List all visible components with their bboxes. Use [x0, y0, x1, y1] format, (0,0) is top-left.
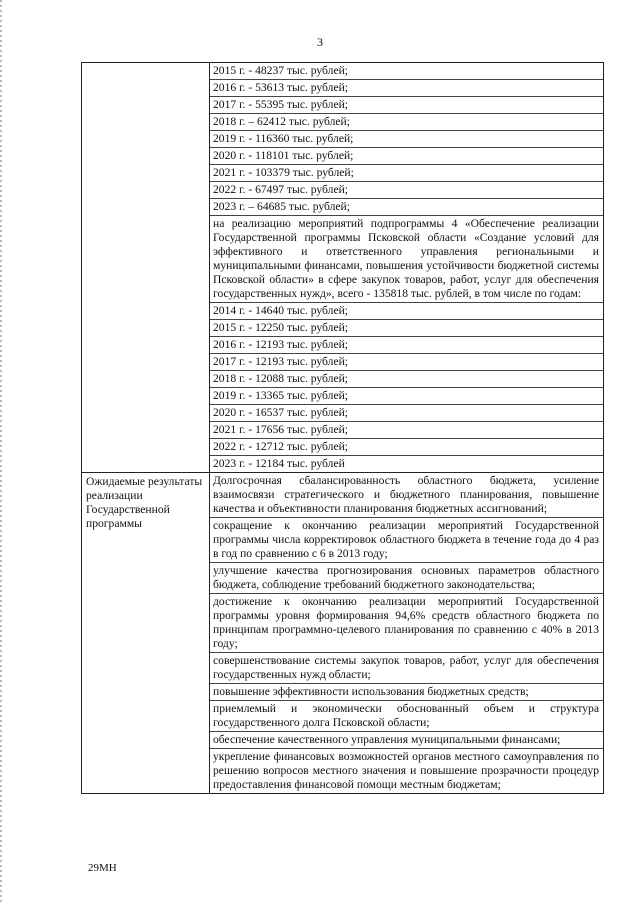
list-item: 2021 г. - 17656 тыс. рублей; — [210, 422, 603, 439]
funding-row — [82, 63, 604, 473]
results-row — [82, 473, 604, 794]
funding-list — [210, 63, 603, 472]
list-item: сокращение к окончанию реализации мероприятий Государственной программы числа корректировок областного бюджета в течение года до 4 раз в год по сравнению с 6 в 2013 году; — [210, 518, 603, 563]
funding-content-cell — [210, 63, 604, 473]
scan-edge — [0, 0, 2, 905]
passport-table — [81, 62, 604, 794]
list-item: совершенствование системы закупок товаров, работ, услуг для обеспечения государственных нужд области; — [210, 653, 603, 684]
list-item: 2019 г. - 13365 тыс. рублей; — [210, 388, 603, 405]
list-item: 2020 г. - 118101 тыс. рублей; — [210, 148, 603, 165]
list-item: Долгосрочная сбалансированность областного бюджета, усиление взаимосвязи стратегического и бюджетного планирования, повышение качества и объективности планирования бюджетных ассигнований; — [210, 473, 603, 518]
list-item: обеспечение качественного управления муниципальными финансами; — [210, 732, 603, 749]
list-item: 2015 г. - 12250 тыс. рублей; — [210, 320, 603, 337]
list-item: 2016 г. - 12193 тыс. рублей; — [210, 337, 603, 354]
list-item: 2015 г. - 48237 тыс. рублей; — [210, 63, 603, 80]
list-item: 2022 г. - 12712 тыс. рублей; — [210, 439, 603, 456]
list-item: укрепление финансовых возможностей органов местного самоуправления по решению вопросов местного значения и повышение прозрачности процедур предоставления финансовой помощи местным бюджетам; — [213, 750, 599, 791]
list-item: 2016 г. - 53613 тыс. рублей; — [210, 80, 603, 97]
results-list — [210, 473, 603, 793]
list-item: 2014 г. - 14640 тыс. рублей; — [210, 303, 603, 320]
list-item: 2017 г. - 55395 тыс. рублей; — [210, 97, 603, 114]
list-item: 2023 г. – 64685 тыс. рублей; — [210, 199, 603, 216]
list-item: повышение эффективности использования бюджетных средств; — [210, 684, 603, 701]
list-item: 2022 г. - 67497 тыс. рублей; — [210, 182, 603, 199]
list-item: 2018 г. - 12088 тыс. рублей; — [210, 371, 603, 388]
results-label-cell — [82, 473, 210, 794]
list-item: 2021 г. - 103379 тыс. рублей; — [210, 165, 603, 182]
list-item: 2017 г. - 12193 тыс. рублей; — [210, 354, 603, 371]
results-label: Ожидаемые результаты реализации Государственной программы — [86, 475, 203, 530]
list-item: 2023 г. - 12184 тыс. рублей — [213, 457, 345, 470]
list-item: 2019 г. - 116360 тыс. рублей; — [210, 131, 603, 148]
list-item: достижение к окончанию реализации мероприятий Государственной программы уровня формирования 94,6% средств областного бюджета по принципам программно-целевого планирования по сравнению с 40% в 2013 году; — [210, 594, 603, 653]
list-item: улучшение качества прогнозирования основных параметров областного бюджета, соблюдение требований бюджетного законодательства; — [210, 563, 603, 594]
funding-label-cell — [82, 63, 210, 473]
list-item: 2020 г. - 16537 тыс. рублей; — [210, 405, 603, 422]
list-item: 2018 г. – 62412 тыс. рублей; — [210, 114, 603, 131]
results-content-cell — [210, 473, 604, 794]
list-item: приемлемый и экономически обоснованный объем и структура государственного долга Псковской области; — [210, 701, 603, 732]
page-number: 3 — [317, 35, 323, 49]
footer-code: 29МН — [88, 862, 117, 874]
list-item: на реализацию мероприятий подпрограммы 4 «Обеспечение реализации Государственной программы Псковской области «Создание условий для эффективного и ответственного управления региональными и муниципальными финансами, повышения устойчивости бюджетной системы Псковской области» в сфере закупок товаров, работ, услуг для обеспечения государственных нужд», всего - 135818 тыс. рублей, в том числе по годам: — [210, 216, 603, 303]
